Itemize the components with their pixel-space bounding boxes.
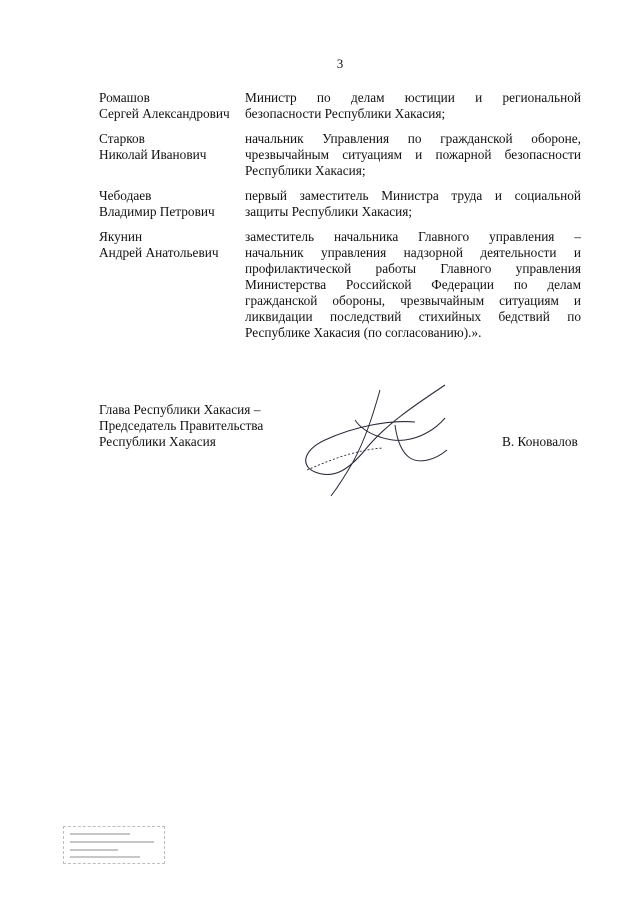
role-line: профилактической работы Главного управления (245, 261, 581, 276)
role-line: первый заместитель Министра труда и социальной (245, 188, 581, 203)
signatory-title (99, 402, 263, 450)
role-line: Министр по делам юстиции и региональной (245, 90, 581, 105)
entry-role (245, 90, 581, 122)
role-line: защиты Республики Хакасия; (245, 204, 413, 219)
entry-name (99, 90, 244, 122)
entry-given-names: Николай Иванович (99, 147, 207, 162)
signatory-title-line: Глава Республики Хакасия – (99, 402, 261, 417)
role-line: безопасности Республики Хакасия; (245, 106, 446, 121)
role-line: Республике Хакасия (по согласованию).». (245, 325, 482, 340)
stamp-line (70, 849, 118, 851)
handwritten-signature (295, 380, 455, 500)
entry-name (99, 229, 244, 261)
signatory-title-line: Председатель Правительства (99, 418, 264, 433)
role-line: Республики Хакасия; (245, 163, 366, 178)
role-line: Министерства Российской Федерации по делам (245, 277, 581, 292)
signatory-title-line: Республики Хакасия (99, 434, 216, 449)
role-line: заместитель начальника Главного управления – (245, 229, 581, 244)
entry-surname: Чебодаев (99, 188, 152, 203)
role-line: начальник Управления по гражданской обороне, (245, 131, 581, 146)
entry-role (245, 229, 581, 341)
entry-role (245, 131, 581, 179)
entry-surname: Ромашов (99, 90, 150, 105)
role-line: ликвидации последствий стихийных бедствий по (245, 309, 581, 324)
role-line: начальник управления надзорной деятельности и (245, 245, 581, 260)
stamp-line (70, 856, 140, 858)
entry-surname: Старков (99, 131, 145, 146)
entry-surname: Якунин (99, 229, 143, 244)
role-line: гражданской обороны, чрезвычайным ситуациям и (245, 293, 581, 308)
registration-stamp (63, 826, 165, 864)
entry-role (245, 188, 581, 220)
stamp-line (70, 841, 154, 843)
entry-given-names: Сергей Александрович (99, 106, 230, 121)
entry-given-names: Владимир Петрович (99, 204, 215, 219)
role-line: чрезвычайным ситуациям и пожарной безопасности (245, 147, 581, 162)
entry-given-names: Андрей Анатольевич (99, 245, 219, 260)
stamp-line (70, 833, 130, 835)
entry-name (99, 131, 244, 163)
entry-name (99, 188, 244, 220)
signer-name: В. Коновалов (502, 434, 578, 449)
page-number: 3 (336, 56, 344, 71)
